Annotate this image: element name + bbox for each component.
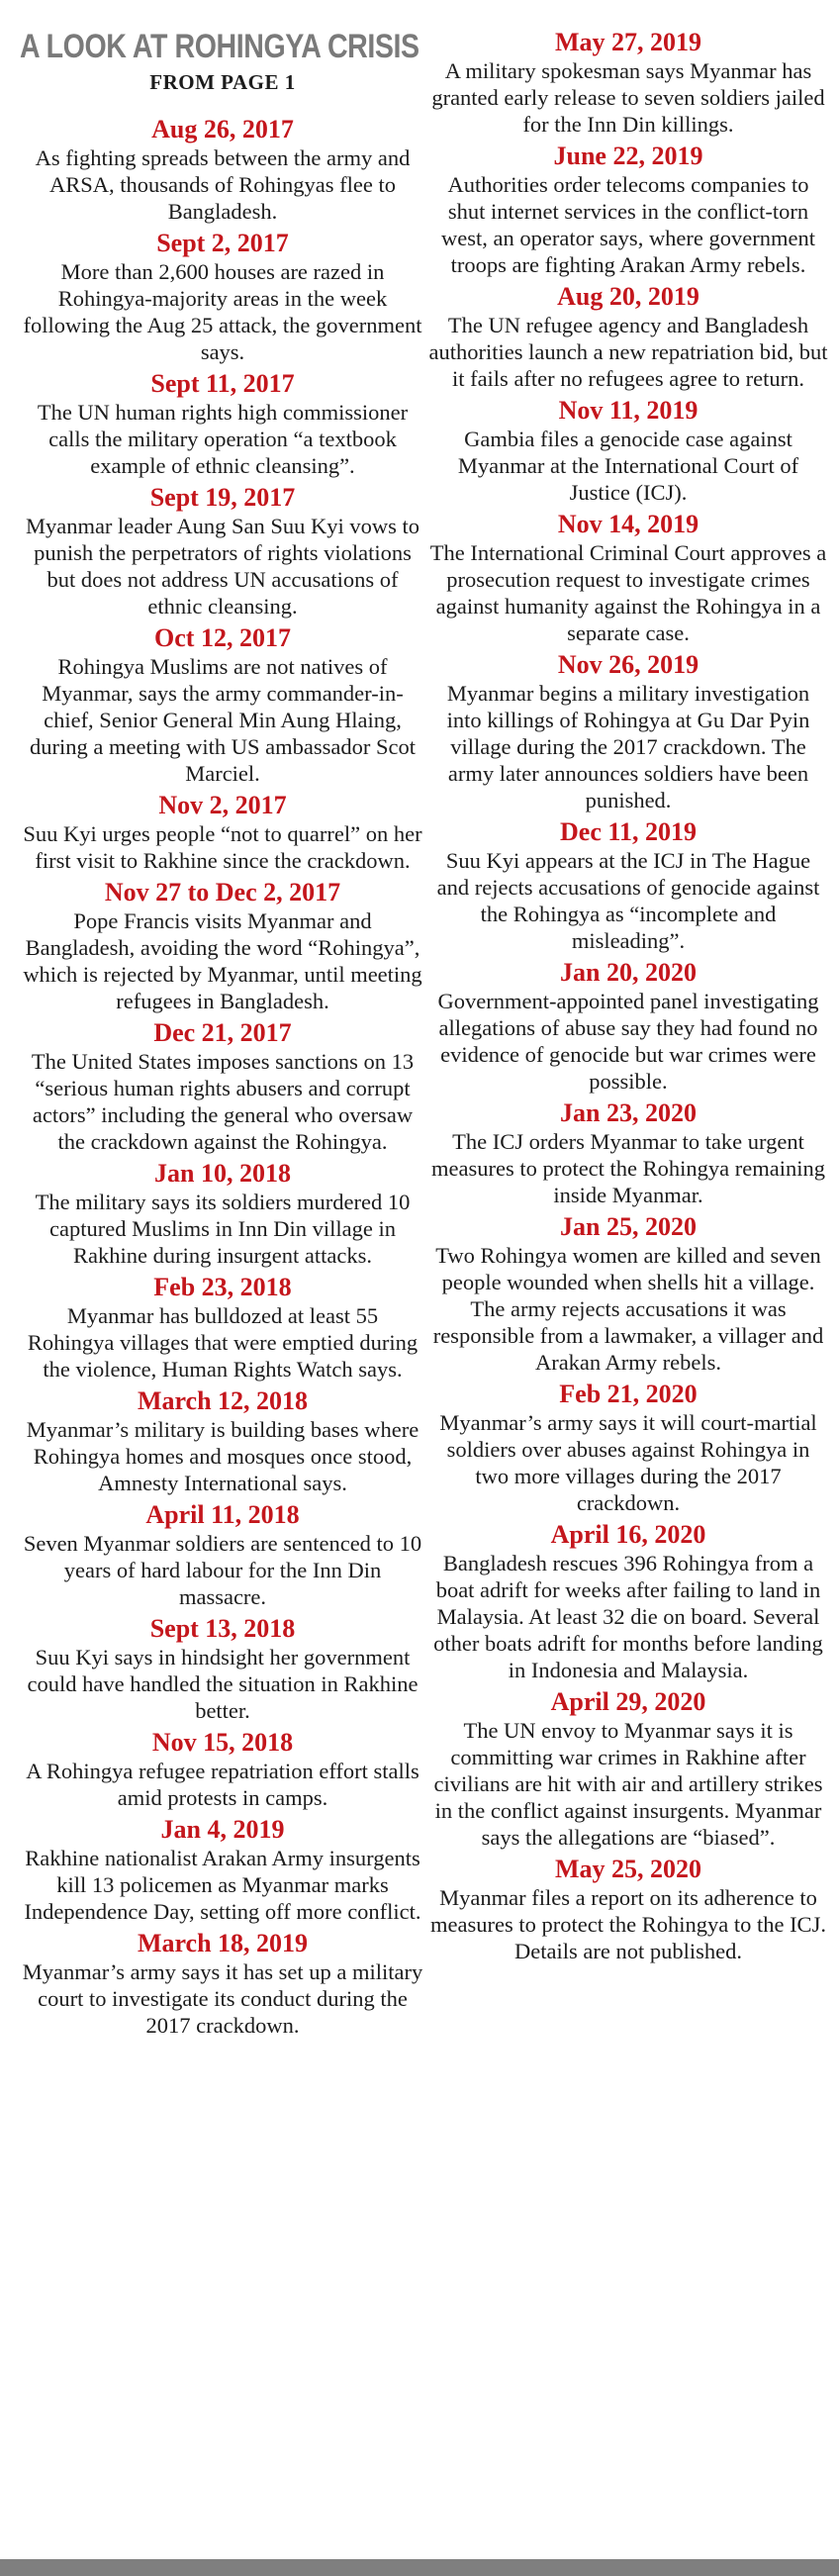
event-date: March 12, 2018: [137, 1386, 309, 1415]
event-date: Feb 21, 2020: [559, 1380, 698, 1408]
event-date: Sept 19, 2017: [149, 483, 296, 512]
event-text: Suu Kyi appears at the ICJ in The Hague and rejects accusations of genocide against the Rohingya as “incomplete and misleading”.: [436, 848, 820, 953]
event-date: Sept 11, 2017: [150, 369, 295, 398]
event-text: Myanmar leader Aung San Suu Kyi vows to punish the perpetrators of rights violations but does not address UN accusations of ethnic cleansing.: [25, 514, 420, 619]
right-timeline: [425, 28, 831, 1964]
event-date: Aug 26, 2017: [151, 115, 294, 143]
left-column: [20, 0, 425, 2043]
event-text: The UN human rights high commissioner calls the military operation “a textbook example of ethnic cleansing”.: [37, 400, 409, 478]
event-text: Bangladesh rescues 396 Rohingya from a boat adrift for weeks after failing to land in Malaysia. At least 32 die on board. Several other boats adrift for months before landing in Indonesia and Malaysia.: [433, 1551, 823, 1682]
event-date: Nov 27 to Dec 2, 2017: [104, 878, 341, 906]
page-subtitle: FROM PAGE 1: [149, 70, 296, 94]
event-text: Myanmar begins a military investigation into killings of Rohingya at Gu Dar Pyin village during the 2017 crackdown. The army later announces soldiers have been punished.: [446, 681, 810, 812]
timeline-event: [425, 1380, 831, 1516]
timeline-event: [425, 1212, 831, 1376]
event-date: Jan 10, 2018: [154, 1159, 291, 1188]
timeline-event: [425, 817, 831, 954]
page-title: A LOOK AT ROHINGYA CRISIS: [20, 28, 420, 65]
timeline-event: [20, 1500, 425, 1610]
event-text: A military spokesman says Myanmar has granted early release to seven soldiers jailed for the Inn Din killings.: [431, 58, 825, 137]
timeline-event: [20, 483, 425, 620]
timeline-event: [425, 1098, 831, 1208]
event-date: March 18, 2019: [137, 1929, 309, 1957]
event-text: Suu Kyi urges people “not to quarrel” on her first visit to Rakhine since the crackdown.: [23, 821, 422, 873]
right-column: [425, 0, 831, 1968]
event-date: Dec 11, 2019: [560, 817, 697, 846]
timeline-event: [20, 1159, 425, 1269]
event-date: Oct 12, 2017: [154, 623, 291, 652]
timeline-event: [20, 1386, 425, 1496]
event-date: Jan 4, 2019: [160, 1815, 285, 1844]
timeline-event: [425, 28, 831, 138]
event-date: May 27, 2019: [554, 28, 702, 56]
timeline-event: [425, 958, 831, 1095]
event-date: Nov 26, 2019: [557, 650, 699, 679]
timeline-event: [20, 1614, 425, 1724]
timeline-event: [425, 510, 831, 646]
timeline-event: [20, 1018, 425, 1155]
event-text: Two Rohingya women are killed and seven people wounded when shells hit a village. The army rejects accusations it was responsible from a lawmaker, a villager and Arakan Army rebels.: [432, 1243, 824, 1375]
event-date: April 16, 2020: [550, 1520, 706, 1549]
event-text: Seven Myanmar soldiers are sentenced to 10 years of hard labour for the Inn Din massacre.: [23, 1531, 422, 1609]
event-text: Myanmar has bulldozed at least 55 Rohingya villages that were emptied during the violence, Human Rights Watch says.: [27, 1303, 419, 1382]
event-date: Feb 23, 2018: [153, 1273, 292, 1301]
event-text: Myanmar’s army says it will court-martial soldiers over abuses against Rohingya in two more villages during the 2017 crackdown.: [439, 1410, 817, 1515]
event-text: Myanmar’s military is building bases where Rohingya homes and mosques once stood, Amnesty International says.: [26, 1417, 420, 1495]
event-text: The UN refugee agency and Bangladesh authorities launch a new repatriation bid, but it fails after no refugees agree to return.: [428, 313, 828, 391]
event-text: Authorities order telecoms companies to shut internet services in the conflict-torn west, an operator says, where government troops are fighting Arakan Army rebels.: [441, 172, 815, 277]
event-text: Government-appointed panel investigating allegations of abuse say they had found no evidence of genocide but war crimes were possible.: [437, 989, 819, 1094]
timeline-event: [425, 282, 831, 392]
event-date: Jan 20, 2020: [560, 958, 697, 987]
event-text: Pope Francis visits Myanmar and Bangladesh, avoiding the word “Rohingya”, which is rejected by Myanmar, until meeting refugees in Bangladesh.: [23, 908, 422, 1013]
event-text: As fighting spreads between the army and ARSA, thousands of Rohingyas flee to Bangladesh.: [35, 145, 411, 224]
event-date: Sept 2, 2017: [156, 229, 289, 257]
timeline-event: [425, 1687, 831, 1851]
event-text: Gambia files a genocide case against Myanmar at the International Court of Justice (ICJ).: [457, 427, 799, 505]
event-date: May 25, 2020: [554, 1855, 702, 1883]
event-text: The UN envoy to Myanmar says it is committing war crimes in Rakhine after civilians are hit with air and artillery strikes in the conflict against insurgents. Myanmar says the allegations are “biased”.: [433, 1718, 823, 1850]
event-date: April 29, 2020: [550, 1687, 706, 1716]
event-text: The ICJ orders Myanmar to take urgent measures to protect the Rohingya remaining inside Myanmar.: [430, 1129, 825, 1207]
event-text: A Rohingya refugee repatriation effort stalls amid protests in camps.: [26, 1759, 420, 1810]
event-text: The United States imposes sanctions on 13 “serious human rights abusers and corrupt actors” including the general who oversaw the crackdown against the Rohingya.: [31, 1049, 415, 1154]
event-text: Myanmar’s army says it has set up a military court to investigate its conduct during the 2017 crackdown.: [22, 1959, 423, 2038]
timeline-event: [20, 369, 425, 479]
event-text: The International Criminal Court approves a prosecution request to investigate crimes against humanity against the Rohingya in a separate case.: [429, 540, 827, 645]
event-date: Nov 11, 2019: [558, 396, 699, 425]
event-text: Suu Kyi says in hindsight her government could have handled the situation in Rakhine better.: [27, 1645, 419, 1723]
event-date: Jan 25, 2020: [560, 1212, 697, 1241]
event-date: April 11, 2018: [145, 1500, 300, 1529]
timeline-event: [425, 142, 831, 278]
event-text: The military says its soldiers murdered 10 captured Muslims in Inn Din village in Rakhine during insurgent attacks.: [35, 1190, 411, 1268]
event-date: Jan 23, 2020: [560, 1098, 697, 1127]
event-date: Aug 20, 2019: [557, 282, 699, 311]
event-date: Nov 2, 2017: [158, 791, 287, 819]
left-timeline: [20, 115, 425, 2039]
timeline-event: [20, 1815, 425, 1925]
bottom-bar: [0, 2559, 839, 2576]
event-date: June 22, 2019: [553, 142, 703, 170]
timeline-event: [20, 878, 425, 1014]
event-date: Nov 15, 2018: [151, 1728, 294, 1757]
event-text: Rakhine nationalist Arakan Army insurgents kill 13 policemen as Myanmar marks Independence Day, setting off more conflict.: [24, 1846, 421, 1924]
event-text: Rohingya Muslims are not natives of Myanmar, says the army commander-in-chief, Senior General Min Aung Hlaing, during a meeting with US ambassador Scot Marciel.: [30, 654, 416, 786]
event-date: Sept 13, 2018: [149, 1614, 296, 1643]
event-date: Nov 14, 2019: [557, 510, 699, 538]
timeline-event: [20, 791, 425, 874]
timeline-event: [20, 1728, 425, 1811]
timeline-event: [425, 396, 831, 506]
timeline-event: [20, 623, 425, 787]
timeline-event: [425, 1855, 831, 1964]
timeline-event: [20, 1273, 425, 1383]
timeline-event: [425, 650, 831, 813]
timeline-event: [20, 229, 425, 365]
event-text: Myanmar files a report on its adherence to measures to protect the Rohingya to the ICJ. Details are not published.: [430, 1885, 826, 1963]
event-text: More than 2,600 houses are razed in Rohingya-majority areas in the week following the Aug 25 attack, the government says.: [23, 259, 422, 364]
event-date: Dec 21, 2017: [153, 1018, 292, 1047]
timeline-event: [20, 115, 425, 225]
timeline-event: [20, 1929, 425, 2039]
timeline-event: [425, 1520, 831, 1683]
